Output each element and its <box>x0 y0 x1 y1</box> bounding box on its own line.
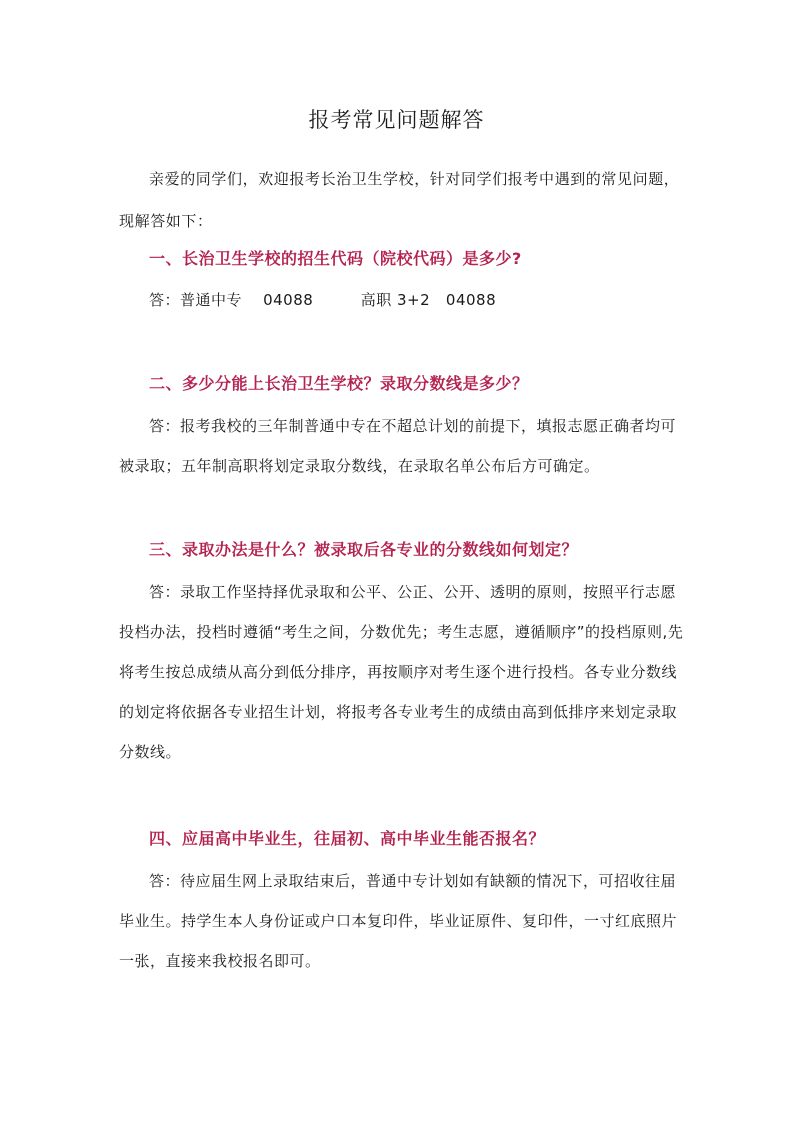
faq-answer: 答：普通中专 04088 高职 3+2 04088 <box>149 291 497 309</box>
faq-section-1 <box>119 246 689 310</box>
faq-answer: 答：报考我校的三年制普通中专在不超总计划的前提下，填报志愿正确者均可被录取；五年制高职将划定录取分数线，在录取名单公布后方可确定。 <box>119 417 677 475</box>
faq-section-3 <box>119 537 689 772</box>
faq-section-2 <box>119 371 689 486</box>
faq-answer: 答：待应届生网上录取结束后，普通中专计划如有缺额的情况下，可招收往届毕业生。持学生本人身份证或户口本复印件，毕业证原件、复印件，一寸红底照片一张，直接来我校报名即可。 <box>119 872 678 970</box>
intro-paragraph: 亲爱的同学们，欢迎报考长治卫生学校，针对同学们报考中遇到的常见问题，现解答如下： <box>119 170 680 230</box>
faq-question: 四、应届高中毕业生，往届初、高中毕业生能否报名？ <box>149 829 546 848</box>
faq-question: 三、录取办法是什么？被录取后各专业的分数线如何划定？ <box>149 540 579 559</box>
page-title: 报考常见问题解答 <box>308 108 485 132</box>
faq-section-4 <box>119 826 689 981</box>
faq-question: 二、多少分能上长治卫生学校？录取分数线是多少？ <box>149 374 529 393</box>
faq-answer: 答：录取工作坚持择优录取和公平、公正、公开、透明的原则，按照平行志愿投档办法，投档时遵循“考生之间，分数优先；考生志愿，遵循顺序”的投档原则,先将考生按总成绩从高分到低分排序，再按顺序对考生逐个进行投档。各专业分数线的划定将依据各专业招生计划，将报考各专业考生的成绩由高到低排序来划定录取分数线。 <box>119 583 684 761</box>
faq-question: 一、长治卫生学校的招生代码（院校代码）是多少? <box>149 249 522 268</box>
